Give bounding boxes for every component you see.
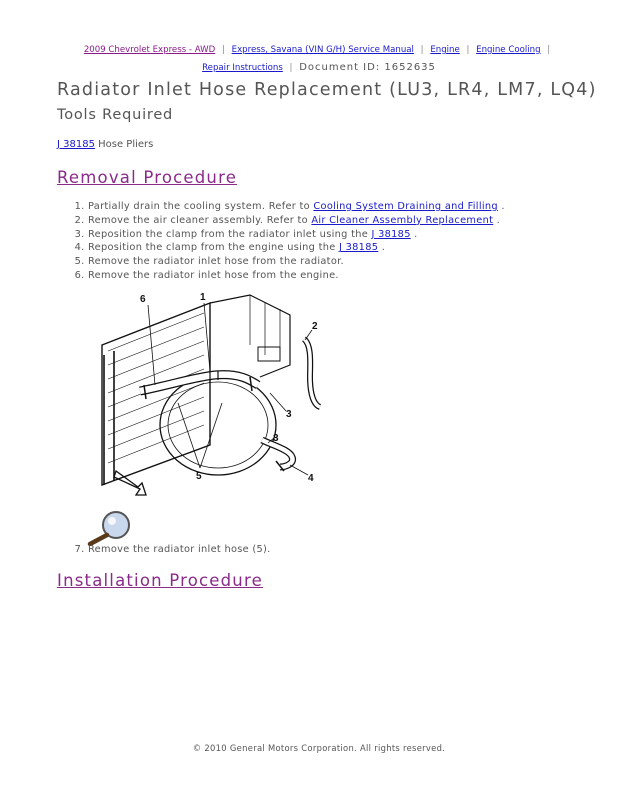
callout-3b: 3 [273,433,279,444]
tools-heading: Tools Required [57,107,174,123]
tool-link[interactable]: J 38185 [57,139,95,150]
tool-line [57,139,153,150]
callout-4: 4 [308,473,314,484]
removal-steps-continued [60,543,271,557]
breadcrumb-link-engine-cooling[interactable]: Engine Cooling [476,45,541,55]
breadcrumb-link-repair-instructions[interactable]: Repair Instructions [202,63,283,73]
breadcrumb-separator: | [222,45,225,55]
step-item: 6. Remove the radiator inlet hose from the engine. [88,269,505,283]
breadcrumb [60,42,578,77]
step-item: 5. Remove the radiator inlet hose from the radiator. [88,255,505,269]
installation-heading: Installation Procedure [57,571,263,590]
breadcrumb-link-manual[interactable]: Express, Savana (VIN G/H) Service Manual [231,45,414,55]
copyright-footer: © 2010 General Motors Corporation. All rights reserved. [192,743,446,753]
callout-2: 2 [312,321,318,332]
step-item: 3. Reposition the clamp from the radiator inlet using the J 38185 . [88,228,505,242]
callout-3: 3 [286,409,292,420]
breadcrumb-separator: | [289,63,293,73]
removal-steps [60,200,505,283]
step-link[interactable]: Cooling System Draining and Filling [313,201,498,212]
removal-heading: Removal Procedure [57,168,238,187]
step-item: 4. Reposition the clamp from the engine using the J 38185 . [88,241,505,255]
step-item: 2. Remove the air cleaner assembly. Refer to Air Cleaner Assembly Replacement . [88,214,505,228]
tool-name: Hose Pliers [94,139,154,150]
radiator-hose-illustration [100,285,340,498]
step-link[interactable]: Air Cleaner Assembly Replacement [311,214,494,226]
page-title: Radiator Inlet Hose Replacement (LU3, LR4, LM7, LQ4) [57,80,597,100]
step-item: 7. Remove the radiator inlet hose (5). [88,543,271,557]
document-id: Document ID: 1652635 [299,62,436,73]
breadcrumb-link-vehicle[interactable]: 2009 Chevrolet Express - AWD [83,45,216,55]
breadcrumb-separator: | [466,45,470,55]
step-link[interactable]: J 38185 [339,242,379,254]
step-item: 1. Partially drain the cooling system. Refer to Cooling System Draining and Filling . [88,200,505,214]
breadcrumb-separator: | [547,45,551,55]
step-link[interactable]: J 38185 [371,228,411,240]
magnifier-icon[interactable] [82,508,134,546]
callout-6: 6 [140,294,146,305]
callout-5: 5 [196,471,202,482]
callout-1: 1 [200,292,206,303]
breadcrumb-link-engine[interactable]: Engine [430,45,460,55]
breadcrumb-separator: | [420,45,424,55]
